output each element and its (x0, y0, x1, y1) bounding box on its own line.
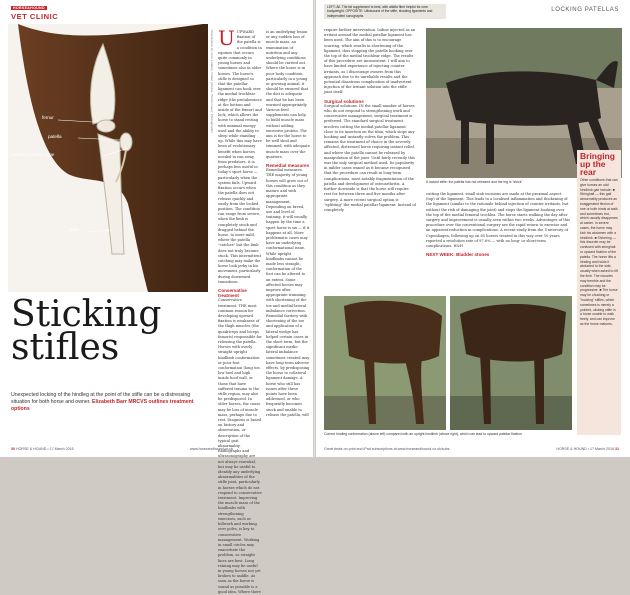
left-footer-mag: HORSE & HOUND • 17 March 2016 (16, 447, 74, 451)
left-col2b-text: Remedial measures. THE majority of young horses will grow out of this condition as they mature and with appropriate management. Depending on breed, use and level of training, it will usually happen by the time a sport horse is six — if it happens at all. More problematic cases may have an underlying conformational issue. While upright hindlimbs cannot be made less straight, conformation of the foot can be altered to an extent. Some affected horses may improve after appropriate trimming, with shortening of the toe and medial-lateral imbalance correction. Remedial farriery with shortening of the toe and application of a lateral wedge has helped certain cases in the short term, but the significant medio-lateral imbalance sometimes created may have long-term adverse effects, by predisposing the horse to collateral ligament damage. A horse who still has issues after these points have been addressed, or who frequently becomes stuck and unable to release the patella, will (266, 168, 310, 417)
drop-cap: U (218, 26, 235, 50)
right-col1-text: require further intervention. Iodine injected as an irritant around the medial patellar ligament has been used. The aim of this is to encourage scarring, which results in shortening of the ligament, thus stopping the patella hooking over the top of the medial trochlear ridge. The results of this procedure are inconsistent. I will aim to have limited experience of injecting counter irritants, as I discourage owners from this approach due to its unreliable results and the potential disastrous complication of inadvertent injection of the irritant solution into the stifle joint itself. (324, 28, 416, 95)
photo-caption: A locked stifle: the patella has not released and the leg is "stuck" (426, 180, 523, 184)
title-line-2: stifles (11, 327, 120, 368)
left-page (0, 0, 314, 594)
left-col2-text: is an underlying lesion or any sudden loss of muscle mass, an examination of nutrition and any underlying conditions should be carried out. Where the horse is in poor body condition, particularly in a young or growing animal, it should be ensured that the diet is adequate and that he has been wormed appropriately. Various feed supplements can help to build muscle mass without adding excessive protein. The aim is for the horse to be well shod and trimmed, with adequate muscle mass over the quarters. (266, 30, 310, 159)
bottom-caption: Correct hindleg conformation (above left) compared with an upright hindlimb (above right), which can lead to upward patellar fixation (324, 432, 522, 436)
right-body-column-2 (426, 192, 571, 290)
stifle-illustration (8, 24, 208, 292)
next-week: NEXT WEEK: Bladder stones (426, 252, 490, 258)
right-footer-mag: HORSE & HOUND • 17 March 2016 (556, 447, 614, 451)
article-title (11, 294, 162, 368)
right-body-column-1 (324, 28, 416, 288)
left-body-column-1 (218, 26, 262, 594)
label-tibia: tibia (70, 227, 79, 232)
subhead-conservative: Conservative treatment (218, 287, 247, 299)
header-title: LOCKING PATELLAS (551, 7, 619, 13)
byline: Elizabeth Barr MRCVS outlines treatment options (11, 399, 194, 412)
hindleg-photo-right (450, 296, 572, 430)
right-page (316, 0, 630, 457)
leg-anatomy-drawing (8, 24, 208, 292)
title-line-1: Sticking (11, 294, 162, 335)
sidebar-title: Bringing up the rear (580, 151, 615, 177)
left-footer (11, 447, 74, 451)
label-femur: femur (42, 115, 54, 120)
correct-conformation-photo (324, 296, 446, 430)
section-tag: HORSE&HOUND (13, 6, 45, 10)
subhead-remedial: Remedial measures (266, 163, 310, 169)
standfirst (11, 392, 201, 413)
hindleg-photo-left (324, 296, 446, 430)
standfirst-text: Unexpected locking of the hindleg at the point of the stifle can be a distressing situation for both horse and owner. (11, 392, 191, 405)
left-col1-text: UPWARD fixation of the patella is a condition in equines that occurs quite commonly in young horses and sometimes also in older horses. The horse's stifle is designed so that the patellar ligament can hook over the medial trochlear ridge (the protuberance at the bottom and inside of the femur) and lock, which allows the horse to stand resting with minimal energy used and the ability to sleep while standing up. While this may have been of evolutionary benefit when horses needed to run away from predators, it is perhaps less useful in today's sport horse — particularly when the system fails. Upward fixation occurs when the patella does not release quickly and easily from the locked position. The condition can range from severe, when the limb is completely stuck and dragged behind the horse, to more mild, where the patella "catches" but the limb does not truly become stuck. This intermittent catching may make the horse look jerky in his movement, particularly during downward transitions. (218, 30, 262, 284)
left-body-column-2 (266, 30, 310, 438)
left-col1b-text: Conservative treatment. THE most common reason for developing upward fixation is weakness of the thigh muscles (the quadriceps and biceps femoris) responsible for releasing the patella. Horses with overly straight upright hindlimb conformation or poor foot conformation (long toe, low heel and high inside hoof wall, or those that have suffered trauma to the stifle region, may also be predisposed. In older horses, the cause may be loss of muscle mass, perhaps due to rest. Diagnosis is based on history and observation, or description of the typical gait abnormality. Radiographs and ultrasonography are not always essential, but may be useful to identify any underlying abnormalities of the stifle joint, particularly in horses which do not respond to conservative treatment. Improving the muscle mass of the hindlimbs with strengthening exercises, such as hillwork and working over poles, is key to conservative management. Working in small circles may exacerbate the problem, so straight lines are best. Long reining may be useful in young horses not yet broken to saddle. As soon as the horse is sound as possible is a good idea. Where there (218, 298, 262, 594)
right-col2-text: cutting the ligament, small stab incisions are made at the proximal aspect (top) of the ligament. This leads to a localised inflammation and thickening of the ligament (similar to the rationale behind injection of counter irritants, but without the risk of damaging the joint) and stops the ligament hooking over the top of the medial femoral trochlea. The horse starts walking the day after surgery and improvement is usually seen within two weeks. Advantages of this procedure over the conventional surgery are the rapid return to exercise and an apparent reduction in complications. A recent study from the University of Copenhagen, following up on 65 horses treated in this way over 10 years, reported a resolution rate of 97.6% — with no long- or short-term complications. H&H (426, 192, 571, 249)
photo-credit: Illustration by Lisa Lumley. Clinic photos: Brian Casey Photography (210, 30, 214, 134)
upright-conformation-photo (450, 296, 572, 430)
sidebar-body: Other conditions that can give horses an odd hindlimb gait include: ■ Stringhalt — this gait abnormality produces an exaggerated flexion of one or both hinds at walk and sometimes trot, which usually disappears at canter. In severe cases, the horse may kick his abdomen with a hindlimb. ■ Shivering — this disorder may be confused with stringhalt or upward fixation of the patella. The horse lifts a hindleg and holds it abducted to the side, usually when asked to lift the limb. The muscles may tremble and the condition may be progressive. ■ The horse may be chucking or "hocking" stifles, which sometimes is merely a pointed, clicking stifle in a horse unable to walk freely, and can improve as the horse matures. (580, 178, 618, 326)
top-caption: LEFT: All. The fat supplement is best, with alfalfa fibre helpful for core bodyweight. OPPOSITE: Ultrasound of the stifle, showing ligaments and independent sonographs (324, 4, 446, 19)
left-page-number: 30 (11, 447, 15, 451)
right-footer (556, 447, 619, 451)
right-footer-promo[interactable]: Great deals on print and iPad subscriptions at www.horseandhound.co.uk/subs (324, 447, 450, 451)
section-title: VET CLINIC (11, 12, 59, 21)
subhead-surgical: Surgical solutions (324, 98, 364, 104)
label-patella: patella (48, 134, 62, 139)
label-trochlear-ridge: medial trochlear ridge (10, 152, 55, 157)
left-footer-url[interactable]: www.horseandhound.co.uk (190, 447, 234, 451)
right-page-number: 31 (615, 447, 619, 451)
sidebar-box (577, 150, 621, 435)
right-col1b-text: Surgical solutions. IN the small number of horses who do not respond to strengthening work and conservative management, surgical treatment is preferred. The standard surgical treatment involves cutting the medial patellar ligament close to its insertion on the tibia, which stops any hooking and instantly solves the problem. This remains the treatment of choice in the severely affected, distressed horse requiring instant relief, and where the patella cannot be released by manipulation of the joint. Until fairly recently this was the only surgical method used. Its popularity in milder cases waned as it became recognised that the procedure can result in long-term complications, most notably fragmentation of the patella and development of osteoarthritis. A further downside is that the horse will require rest for between three and five months after surgery. A more recent surgical option is "splitting" the medial patellar ligament. Instead of completely (324, 103, 416, 212)
